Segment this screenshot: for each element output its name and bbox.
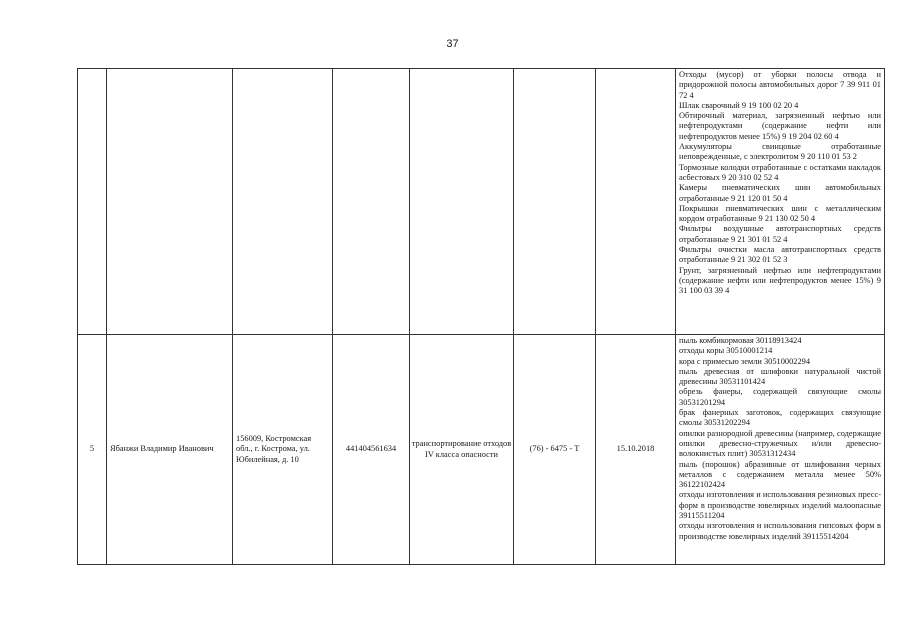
waste-item: пыль древесная от шлифовки натуральной чистой древесины 30531101424 [679,366,881,387]
waste-item: отходы изготовления и использования резиновых пресс-форм в производстве ювелирных изделий малоопасные 39115511204 [679,490,881,521]
cell-activity [410,69,514,335]
cell-number: 5 [78,335,107,565]
waste-item: Камеры пневматических шин автомобильных отработанные 9 21 120 01 50 4 [679,183,881,203]
table-row [78,69,885,335]
cell-date: 15.10.2018 [596,335,676,565]
waste-item: брак фанерных заготовок, содержащих связующие смолы 30531202294 [679,408,881,428]
waste-item: Грунт, загрязненный нефтью или нефтепродуктами (содержание нефти или нефтепродуктов менее 15%) 9 31 100 03 39 4 [679,265,881,296]
table-row [78,335,885,565]
waste-item: пыль комбикормовая 30118913424 [679,336,802,345]
cell-waste-list [676,69,885,335]
cell-date [596,69,676,335]
registry-table [77,68,885,565]
cell-name [107,69,233,335]
waste-item: Тормозные колодки отработанные с остатками накладок асбестовых 9 20 310 02 52 4 [679,162,881,182]
cell-name: Ябанжи Владимир Иванович [107,335,233,565]
waste-item: кора с примесью земли 30510002294 [679,356,811,366]
cell-number [78,69,107,335]
waste-item: Шлак сварочный 9 19 100 02 20 4 [679,100,799,110]
cell-address: 156009, Костромская обл., г. Кострома, ул. Юбилейная, д. 10 [233,335,333,565]
waste-item: Покрышки пневматических шин с металлическим кордом отработанные 9 21 130 02 50 4 [679,203,881,224]
cell-activity: транспортирование отходов IV класса опасности [410,335,514,565]
waste-item: Обтирочный материал, загрязненный нефтью или нефтепродуктами (содержание нефти или нефтепродуктов менее 15%) 9 19 204 02 60 4 [679,111,881,141]
waste-item: обрезь фанеры, содержащей связующие смолы 30531201294 [679,387,881,407]
waste-item: Фильтры воздушные автотранспортных средств отработанные 9 21 301 01 52 4 [679,224,881,244]
waste-item: отходы изготовления и использования гипсовых форм в производстве ювелирных изделий 39115514204 [679,521,881,541]
waste-item: Фильтры очистки масла автотранспортных средств отработанные 9 21 302 01 52 3 [679,245,881,265]
waste-item: опилки разнородной древесины (например, содержащие опилки древесно-стружечных и/или древесно-волокнистых плит) 30531312434 [679,428,881,459]
page-number: 37 [446,38,459,50]
waste-item: отходы коры 30510001214 [679,346,773,356]
cell-inn [333,69,410,335]
waste-item: пыль (порошок) абразивные от шлифования черных металлов с содержанием металла менее 50% 36122102424 [679,459,881,490]
cell-license: (76) - 6475 - Т [514,335,596,565]
waste-item: Отходы (мусор) от уборки полосы отвода и придорожной полосы автомобильных дорог 7 39 911 01 72 4 [679,70,881,100]
waste-item: Аккумуляторы свинцовые отработанные неповрежденные, с электролитом 9 20 110 01 53 2 [679,142,881,162]
cell-license [514,69,596,335]
cell-inn: 441404561634 [333,335,410,565]
cell-address [233,69,333,335]
cell-waste-list [676,335,885,565]
